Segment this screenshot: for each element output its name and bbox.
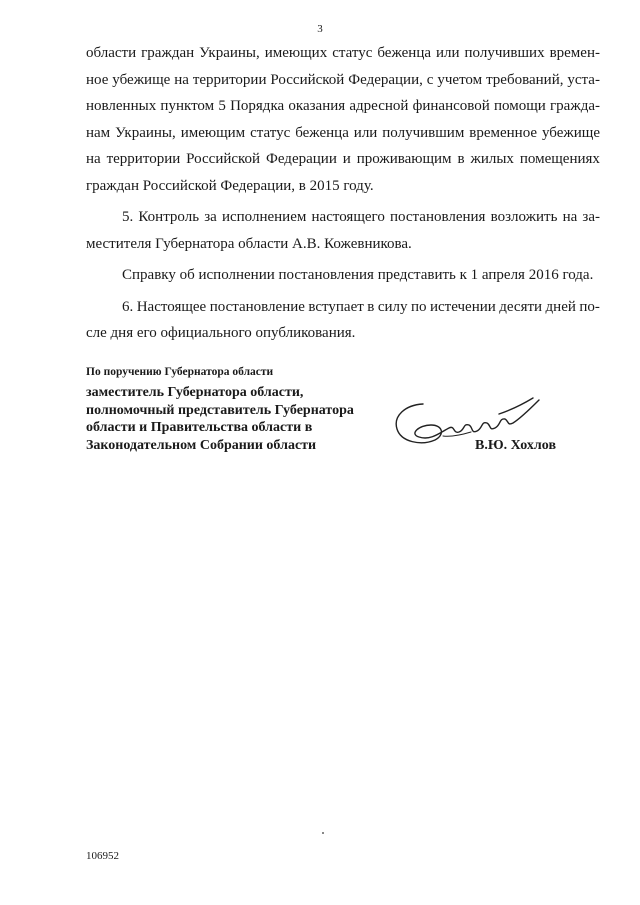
signatory-title: [86, 384, 354, 454]
word: 5.: [122, 209, 134, 225]
word: Российской: [270, 71, 345, 88]
word: постановления: [389, 209, 486, 225]
word: на: [86, 151, 101, 167]
paragraph-5: [86, 204, 600, 257]
word: за: [204, 209, 217, 225]
word: или: [353, 124, 378, 141]
word: статус: [332, 45, 373, 61]
word: нам: [86, 124, 111, 141]
text-line: [86, 204, 600, 231]
text-line: [86, 93, 600, 120]
word: десяти: [499, 298, 543, 315]
word: истечении: [429, 298, 496, 315]
signatory-name: В.Ю. Хохлов: [475, 438, 556, 453]
word: Контроль: [138, 209, 200, 225]
word: территории: [106, 151, 181, 167]
signature-intro: По поручению Губернатора области: [86, 366, 274, 378]
word: Федерации: [266, 151, 337, 167]
word: помещениях: [519, 151, 600, 167]
word: на: [174, 71, 189, 88]
text-line: [86, 294, 600, 321]
word: с: [426, 71, 434, 88]
word: 5: [218, 98, 226, 114]
document-number: 106952: [86, 850, 119, 862]
word: Украины,: [199, 45, 260, 61]
text-line-last: сле дня его официального опубликования.: [86, 325, 356, 341]
word: статус: [250, 124, 291, 141]
signatory-title-line: Законодательном Собрании области: [86, 437, 317, 453]
word: в: [457, 151, 465, 167]
word: имеющим: [180, 124, 246, 141]
word: по-: [579, 298, 600, 315]
word: постановление: [209, 298, 305, 315]
word: и: [342, 151, 351, 167]
signatory-title-line: заместитель Губернатора области,: [86, 385, 304, 400]
word: оказания: [288, 98, 346, 114]
word: ное: [86, 71, 109, 88]
word: вступает: [308, 298, 364, 315]
word: Федерации,: [348, 71, 423, 88]
paragraph-6: [86, 294, 600, 347]
word: беженца: [377, 45, 432, 61]
word: 6.: [122, 298, 134, 315]
word: Российской: [186, 151, 261, 167]
scan-speck: [322, 832, 324, 834]
signatory-title-line: полномочный представитель Губернатора: [86, 402, 354, 418]
word: проживающим: [356, 151, 452, 167]
word: Порядка: [230, 98, 285, 114]
word: возложить: [490, 209, 558, 225]
word: получивших: [464, 45, 545, 61]
word: беженца: [295, 124, 349, 141]
word: убежище: [112, 71, 171, 88]
word: учетом: [437, 71, 483, 88]
signature-block: [86, 365, 586, 465]
paragraph-report: [86, 262, 600, 289]
word: Украины,: [115, 124, 176, 141]
word: по: [410, 298, 427, 315]
paragraph-4: [86, 40, 600, 199]
word: финансовой: [412, 98, 490, 114]
word: времен-: [549, 45, 600, 61]
text-line-last: местителя Губернатора области А.В. Кожевникова.: [86, 235, 412, 252]
text-line: [86, 40, 600, 67]
word: новленных: [86, 98, 157, 114]
word: убежище: [542, 124, 600, 141]
word: пунктом: [160, 98, 215, 114]
word: получившим: [382, 124, 465, 141]
word: требований,: [486, 71, 564, 88]
body-text: [86, 40, 600, 347]
text-line-last: граждан Российской Федерации, в 2015 году.: [86, 177, 374, 194]
word: уста-: [567, 71, 600, 88]
word: имеющих: [264, 45, 328, 61]
word: настоящего: [311, 209, 385, 225]
word: дней: [545, 298, 576, 315]
word: за-: [582, 209, 600, 225]
page-number: 3: [317, 23, 323, 35]
text-line-last: Справку об исполнении постановления представить к 1 апреля 2016 года.: [122, 267, 594, 283]
signatory-title-line: области и Правительства области в: [86, 420, 313, 435]
text-line: [86, 67, 600, 94]
word: помощи: [493, 98, 546, 114]
word: Настоящее: [136, 298, 207, 315]
word: гражда-: [550, 98, 600, 114]
word: в: [367, 298, 375, 315]
word: или: [436, 45, 460, 61]
word: на: [562, 209, 578, 225]
word: адресной: [349, 98, 409, 114]
word: временное: [469, 124, 538, 141]
word: исполнением: [221, 209, 307, 225]
word: области: [86, 45, 137, 61]
word: граждан: [141, 45, 195, 61]
text-line: [86, 146, 600, 173]
text-line: [86, 120, 600, 147]
word: территории: [192, 71, 267, 88]
word: силу: [377, 298, 408, 315]
word: жилых: [470, 151, 514, 167]
